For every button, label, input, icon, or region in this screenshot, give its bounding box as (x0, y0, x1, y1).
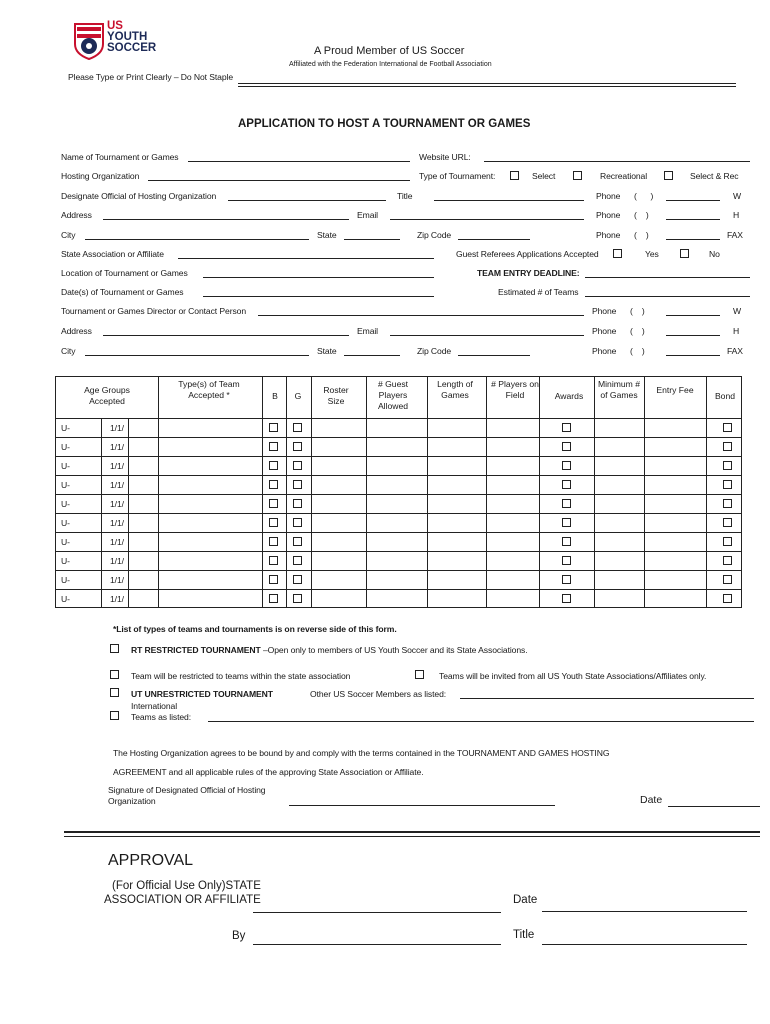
state-assoc-field[interactable] (178, 258, 434, 259)
table-col-divider (311, 376, 312, 608)
label-phone-5: Phone (592, 326, 617, 336)
checkbox-awards[interactable] (562, 537, 571, 546)
label-w-2: W (733, 306, 742, 316)
paren-1: ( ) (634, 191, 654, 201)
table-row-date: 1/1/ (110, 442, 124, 452)
checkbox-bond[interactable] (723, 461, 732, 470)
label-director: Tournament or Games Director or Contact Person (61, 306, 247, 316)
checkbox-bond[interactable] (723, 594, 732, 603)
checkbox-recreational[interactable] (573, 171, 582, 180)
label-phone-6: Phone (592, 346, 617, 356)
signature-field[interactable] (289, 805, 555, 806)
label-title-1: Title (397, 191, 413, 201)
hosting-org-field[interactable] (148, 180, 410, 181)
location-field[interactable] (203, 277, 434, 278)
checkbox-boys[interactable] (269, 556, 278, 565)
checkbox-select-rec[interactable] (664, 171, 673, 180)
approval-date-label: Date (513, 894, 538, 906)
label-state-assoc: State Association or Affiliate (61, 249, 164, 259)
phone-w-field-1[interactable] (666, 200, 720, 201)
checkbox-select[interactable] (510, 171, 519, 180)
official-use-2: ASSOCIATION OR AFFILIATE (104, 894, 261, 906)
table-row-age: U- (61, 442, 70, 452)
logo (73, 22, 168, 60)
checkbox-girls[interactable] (293, 518, 302, 527)
title-field-1[interactable] (434, 200, 584, 201)
table-col-divider (262, 376, 263, 608)
rt-bold: RT RESTRICTED TOURNAMENT (131, 645, 261, 655)
director-field[interactable] (258, 315, 584, 316)
label-hosting-org: Hosting Organization (61, 171, 140, 181)
label-phone-3: Phone (596, 230, 621, 240)
label-type-recreational: Recreational (600, 171, 648, 181)
approval-title-label: Title (513, 929, 535, 941)
official-use-1: (For Official Use Only)STATE (112, 880, 261, 892)
approval-title-field[interactable] (542, 944, 747, 945)
signature-label-2: Organization (108, 796, 156, 806)
checkbox-international[interactable] (110, 711, 119, 720)
other-members-label: Other US Soccer Members as listed: (310, 689, 447, 699)
table-row-divider (55, 551, 742, 552)
dates-field[interactable] (203, 296, 434, 297)
th-guest: # Guest Players Allowed (377, 379, 409, 411)
table-col-divider (539, 376, 540, 608)
paren-3: ( ) (634, 230, 649, 240)
table-row-divider (55, 589, 742, 590)
checkbox-boys[interactable] (269, 537, 278, 546)
label-city-1: City (61, 230, 76, 240)
paren-2: ( ) (634, 210, 649, 220)
table-col-divider (594, 376, 595, 608)
checkbox-restricted-state[interactable] (110, 670, 119, 679)
restricted-state-label: Team will be restricted to teams within the state association (131, 671, 351, 681)
agreement-line-1: The Hosting Organization agrees to be bound by and comply with the terms contained in the TOURNAMENT AND GAMES HOSTING (113, 748, 610, 758)
label-zip-2: Zip Code (417, 346, 452, 356)
table-row-divider (55, 456, 742, 457)
th-age-groups: Age Groups Accepted (84, 385, 130, 406)
checkbox-bond[interactable] (723, 537, 732, 546)
designate-official-field[interactable] (228, 200, 386, 201)
checkbox-awards[interactable] (562, 461, 571, 470)
table-row-age: U- (61, 499, 70, 509)
table-row-date: 1/1/ (110, 423, 124, 433)
table-row-age: U- (61, 518, 70, 528)
email-field-1[interactable] (390, 219, 584, 220)
label-phone-1: Phone (596, 191, 621, 201)
label-type-select-rec: Select & Rec (690, 171, 739, 181)
by-label: By (232, 930, 246, 942)
table-row-date: 1/1/ (110, 480, 124, 490)
approval-date-field[interactable] (542, 911, 747, 912)
checkbox-girls[interactable] (293, 442, 302, 451)
soccer-shield-icon (73, 22, 105, 60)
city-field-1[interactable] (85, 239, 309, 240)
checkbox-girls[interactable] (293, 575, 302, 584)
label-state-1: State (317, 230, 337, 240)
email-field-2[interactable] (390, 335, 584, 336)
approval-title: APPROVAL (108, 852, 194, 869)
label-yes: Yes (645, 249, 659, 259)
paren-5: ( ) (630, 326, 645, 336)
checkbox-awards[interactable] (562, 499, 571, 508)
th-g: G (294, 391, 302, 401)
checkbox-boys[interactable] (269, 480, 278, 489)
th-players: # Players on Field (491, 379, 539, 400)
checkbox-girls[interactable] (293, 556, 302, 565)
table-row-age: U- (61, 461, 70, 471)
table-row-date: 1/1/ (110, 518, 124, 528)
table-row-divider (55, 513, 742, 514)
checkbox-ut[interactable] (110, 688, 119, 697)
label-dates: Date(s) of Tournament or Games (61, 287, 184, 297)
table-row-age: U- (61, 594, 70, 604)
international-label: International (131, 701, 177, 711)
instructions: Please Type or Print Clearly – Do Not Staple (68, 72, 234, 82)
label-designate-official: Designate Official of Hosting Organization (61, 191, 217, 201)
invited-all-label: Teams will be invited from all US Youth State Associations/Affiliates only. (439, 671, 707, 681)
checkbox-awards[interactable] (562, 442, 571, 451)
checkbox-awards[interactable] (562, 575, 571, 584)
rt-line (131, 645, 528, 655)
label-phone-4: Phone (592, 306, 617, 316)
date-field-sig[interactable] (668, 806, 760, 807)
checkbox-boys[interactable] (269, 594, 278, 603)
label-address-2: Address (61, 326, 92, 336)
checkbox-awards[interactable] (562, 594, 571, 603)
checkbox-bond[interactable] (723, 423, 732, 432)
affiliated-line: Affiliated with the Federation International de Football Association (289, 61, 492, 68)
label-fax-1: FAX (727, 230, 743, 240)
label-location: Location of Tournament or Games (61, 268, 188, 278)
checkbox-referees-no[interactable] (680, 249, 689, 258)
label-team-entry-deadline: TEAM ENTRY DEADLINE: (477, 268, 580, 278)
table-row-date: 1/1/ (110, 575, 124, 585)
estimated-teams-field[interactable] (585, 296, 750, 297)
table-row-date: 1/1/ (110, 461, 124, 471)
checkbox-girls[interactable] (293, 537, 302, 546)
table-col-divider (366, 376, 367, 608)
approval-divider (64, 831, 760, 837)
logo-soccer: SOCCER (107, 42, 157, 54)
label-h-1: H (733, 210, 740, 220)
checkbox-boys[interactable] (269, 442, 278, 451)
checkbox-awards[interactable] (562, 423, 571, 432)
phone-h-field-2[interactable] (666, 335, 720, 336)
checkbox-girls[interactable] (293, 480, 302, 489)
table-col-divider (286, 376, 287, 608)
table-col-divider (486, 376, 487, 608)
th-bond: Bond (714, 391, 736, 401)
label-w-1: W (733, 191, 742, 201)
checkbox-boys[interactable] (269, 461, 278, 470)
label-h-2: H (733, 326, 740, 336)
checkbox-bond[interactable] (723, 556, 732, 565)
logo-youth: YOUTH (107, 31, 148, 43)
table-row-divider (55, 475, 742, 476)
fax-field-2[interactable] (666, 355, 720, 356)
checkbox-girls[interactable] (293, 461, 302, 470)
label-no: No (709, 249, 720, 259)
label-type-select: Select (532, 171, 556, 181)
address-field-1[interactable] (103, 219, 349, 220)
checkbox-boys[interactable] (269, 518, 278, 527)
table-header-divider (55, 418, 742, 419)
label-name-tournament: Name of Tournament or Games (61, 152, 179, 162)
paren-4: ( ) (630, 306, 645, 316)
paren-6: ( ) (630, 346, 645, 356)
checkbox-bond[interactable] (723, 480, 732, 489)
table-col-divider (706, 376, 707, 608)
checkbox-girls[interactable] (293, 499, 302, 508)
checkbox-bond[interactable] (723, 518, 732, 527)
checkbox-invited-all[interactable] (415, 670, 424, 679)
teams-listed-field[interactable] (208, 721, 754, 722)
th-minimum: Minimum # of Games (597, 379, 641, 400)
label-guest-referees: Guest Referees Applications Accepted (456, 249, 599, 259)
member-line: A Proud Member of US Soccer (314, 45, 465, 57)
team-entry-deadline-field[interactable] (585, 277, 750, 278)
table-row-divider (55, 532, 742, 533)
checkbox-awards[interactable] (562, 518, 571, 527)
teams-listed-label: Teams as listed: (131, 712, 192, 722)
checkbox-girls[interactable] (293, 423, 302, 432)
state-field-2[interactable] (344, 355, 400, 356)
label-state-2: State (317, 346, 337, 356)
form-title: APPLICATION TO HOST A TOURNAMENT OR GAMES (238, 118, 531, 130)
table-col-divider (158, 376, 159, 608)
table-row-age: U- (61, 423, 70, 433)
fax-field-1[interactable] (666, 239, 720, 240)
city-field-2[interactable] (85, 355, 309, 356)
label-fax-2: FAX (727, 346, 743, 356)
checkbox-boys[interactable] (269, 423, 278, 432)
table-row-date: 1/1/ (110, 537, 124, 547)
table-col-divider (644, 376, 645, 608)
agreement-line-2: AGREEMENT and all applicable rules of the approving State Association or Affiliate. (113, 767, 424, 777)
state-field-1[interactable] (344, 239, 400, 240)
table-row-age: U- (61, 575, 70, 585)
rt-rest: –Open only to members of US Youth Soccer and its State Associations. (260, 645, 528, 655)
th-entry: Entry Fee (656, 385, 694, 395)
label-email-1: Email (357, 210, 378, 220)
table-row-date: 1/1/ (110, 556, 124, 566)
table-row-divider (55, 570, 742, 571)
table-row-divider (55, 494, 742, 495)
table-col-divider (427, 376, 428, 608)
label-zip-1: Zip Code (417, 230, 452, 240)
label-phone-2: Phone (596, 210, 621, 220)
ut-label: UT UNRESTRICTED TOURNAMENT (131, 689, 273, 699)
label-estimated-teams: Estimated # of Teams (498, 287, 579, 297)
checkbox-bond[interactable] (723, 499, 732, 508)
checkbox-bond[interactable] (723, 442, 732, 451)
other-members-field[interactable] (460, 698, 754, 699)
address-field-2[interactable] (103, 335, 349, 336)
name-tournament-field[interactable] (188, 161, 410, 162)
website-field[interactable] (484, 161, 750, 162)
th-types: Type(s) of Team Accepted * (178, 379, 240, 400)
date-label-sig: Date (640, 794, 663, 806)
zip-field-2[interactable] (458, 355, 530, 356)
table-row-date: 1/1/ (110, 594, 124, 604)
table-row-age: U- (61, 556, 70, 566)
checkbox-boys[interactable] (269, 499, 278, 508)
signature-label-1: Signature of Designated Official of Hosting (108, 785, 266, 795)
header-divider (238, 83, 736, 87)
zip-field-1[interactable] (458, 239, 530, 240)
th-length: Length of Games (437, 379, 473, 400)
th-awards: Awards (554, 391, 584, 401)
table-row-age: U- (61, 537, 70, 547)
label-type-tournament: Type of Tournament: (419, 171, 496, 181)
checkbox-awards[interactable] (562, 480, 571, 489)
label-city-2: City (61, 346, 76, 356)
by-field[interactable] (253, 944, 501, 945)
checkbox-bond[interactable] (723, 575, 732, 584)
checkbox-girls[interactable] (293, 594, 302, 603)
table-row-divider (55, 437, 742, 438)
logo-us: US (107, 20, 123, 32)
label-website: Website URL: (419, 152, 471, 162)
checkbox-referees-yes[interactable] (613, 249, 622, 258)
label-address-1: Address (61, 210, 92, 220)
th-roster: Roster Size (323, 385, 349, 406)
table-row-date: 1/1/ (110, 499, 124, 509)
checkbox-rt[interactable] (110, 644, 119, 653)
state-assoc-approval-field[interactable] (253, 912, 501, 913)
checkbox-awards[interactable] (562, 556, 571, 565)
th-b: B (272, 391, 278, 401)
table-row-age: U- (61, 480, 70, 490)
checkbox-boys[interactable] (269, 575, 278, 584)
phone-w-field-2[interactable] (666, 315, 720, 316)
list-note: *List of types of teams and tournaments is on reverse side of this form. (113, 624, 397, 634)
phone-h-field-1[interactable] (666, 219, 720, 220)
label-email-2: Email (357, 326, 378, 336)
